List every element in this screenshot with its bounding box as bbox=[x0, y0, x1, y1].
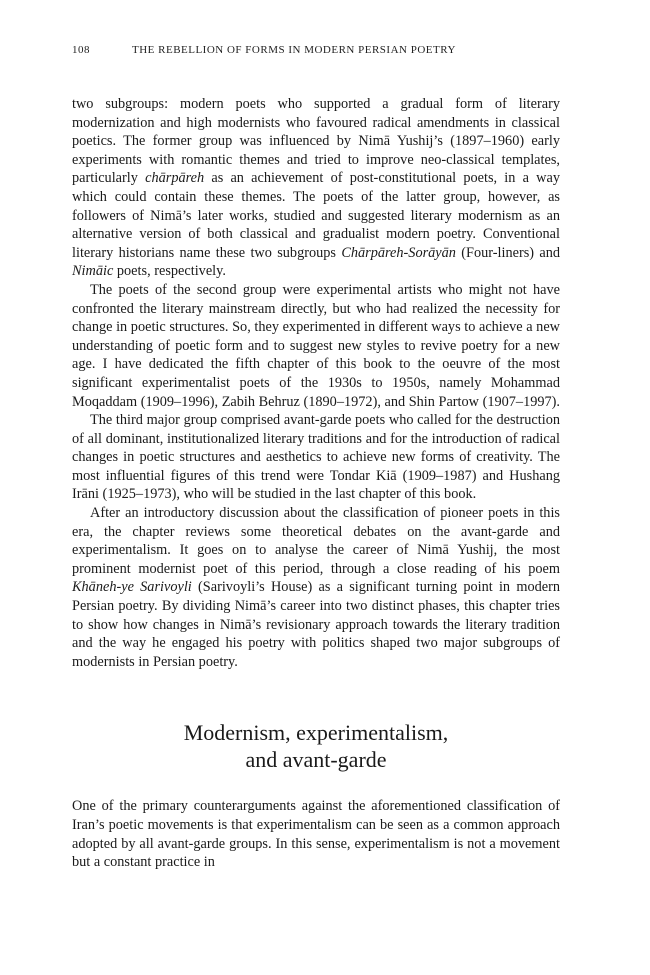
italic-term: chārpāreh bbox=[145, 170, 205, 187]
running-title: THE REBELLION OF FORMS IN MODERN PERSIAN POETRY bbox=[132, 44, 456, 56]
paragraph: One of the primary counterarguments against the aforementioned classification of Iran’s poetic movements is that experimentalism can be seen as a common approach adopted by all avant-garde groups. In this sense, experimentalism is not a movement but a constant practice in bbox=[72, 798, 560, 871]
section-heading-line-1: Modernism, experimentalism, bbox=[183, 720, 449, 746]
text-run: The poets of the second group were experimental artists who might not have confronted the literary mainstream directly, but who had realized the necessity for change in poetic structures. So, they experimented in different ways to achieve a new understanding of poetic form and to suggest new styles to revive poetry for a new age. I have dedicated the fifth chapter of this book to the oeuvre of the most significant experimentalist poets of the 1930s to 1950s, namely Mohammad Moqaddam (1909–1996), Zabih Behruz (1890–1972), and Shin Partow (1907–1997). bbox=[72, 281, 561, 410]
section-heading-line-2: and avant-garde bbox=[245, 747, 387, 773]
text-run: (Four-liners) and bbox=[455, 244, 560, 261]
running-header bbox=[72, 44, 562, 56]
italic-term: Chārpāreh-Sorāyān bbox=[341, 244, 456, 261]
text-run: (Sarivoyli’s House) as a significant turning point in modern Persian poetry. By dividing Nimā’s career into two distinct phases, this chapter tries to show how changes in Nimā’s revisionary approach towards the literary tradition and the way he engaged his poetry with politics shaped two major subgroups of modernists in Persian poetry. bbox=[72, 579, 560, 670]
section-heading bbox=[72, 719, 560, 773]
paragraph-list bbox=[72, 95, 560, 671]
paragraph bbox=[72, 95, 560, 281]
text-run: as an achievement of post-constitutional poets, in a way which could contain these themes. The poets of the latter group, however, as followers of Nimā’s later works, studied and suggested literary modernism as an alternative version of both classical and gradualist modern poetry. Conventional literary historians name these two subgroups bbox=[72, 170, 561, 261]
body-text bbox=[72, 95, 560, 872]
paragraph bbox=[72, 411, 560, 504]
text-run: After an introductory discussion about the classification of pioneer poets in this era, the chapter reviews some theoretical debates on the avant-garde and experimentalism. It goes on to analyse the career of Nimā Yushij, the most prominent modernist poet of this period, through a close reading of his poem bbox=[72, 505, 560, 577]
text-run: poets, respectively. bbox=[113, 263, 226, 280]
text-run: The third major group comprised avant-garde poets who called for the destruction of all dominant, institutionalized literary traditions and for the introduction of radical changes in poetic structures and aesthetics to achieve new forms of creativity. The most influential figures of this trend were Tondar Kiā (1909–1987) and Hushang Irāni (1925–1973), who will be studied in the last chapter of this book. bbox=[72, 412, 560, 503]
text-run: two subgroups: modern poets who supported a gradual form of literary modernization and high modernists who favoured radical amendments in classical poetics. The former group was influenced by Nimā Yushij’s (1897–1960) early experiments with romantic themes and tried to improve neo-classical templates, particularly bbox=[72, 96, 560, 187]
page-number: 108 bbox=[72, 44, 90, 56]
paragraph bbox=[72, 504, 560, 671]
paragraph bbox=[72, 281, 560, 411]
italic-term: Nimāic bbox=[72, 263, 114, 280]
italic-term: Khāneh-ye Sarivoyli bbox=[72, 579, 192, 596]
